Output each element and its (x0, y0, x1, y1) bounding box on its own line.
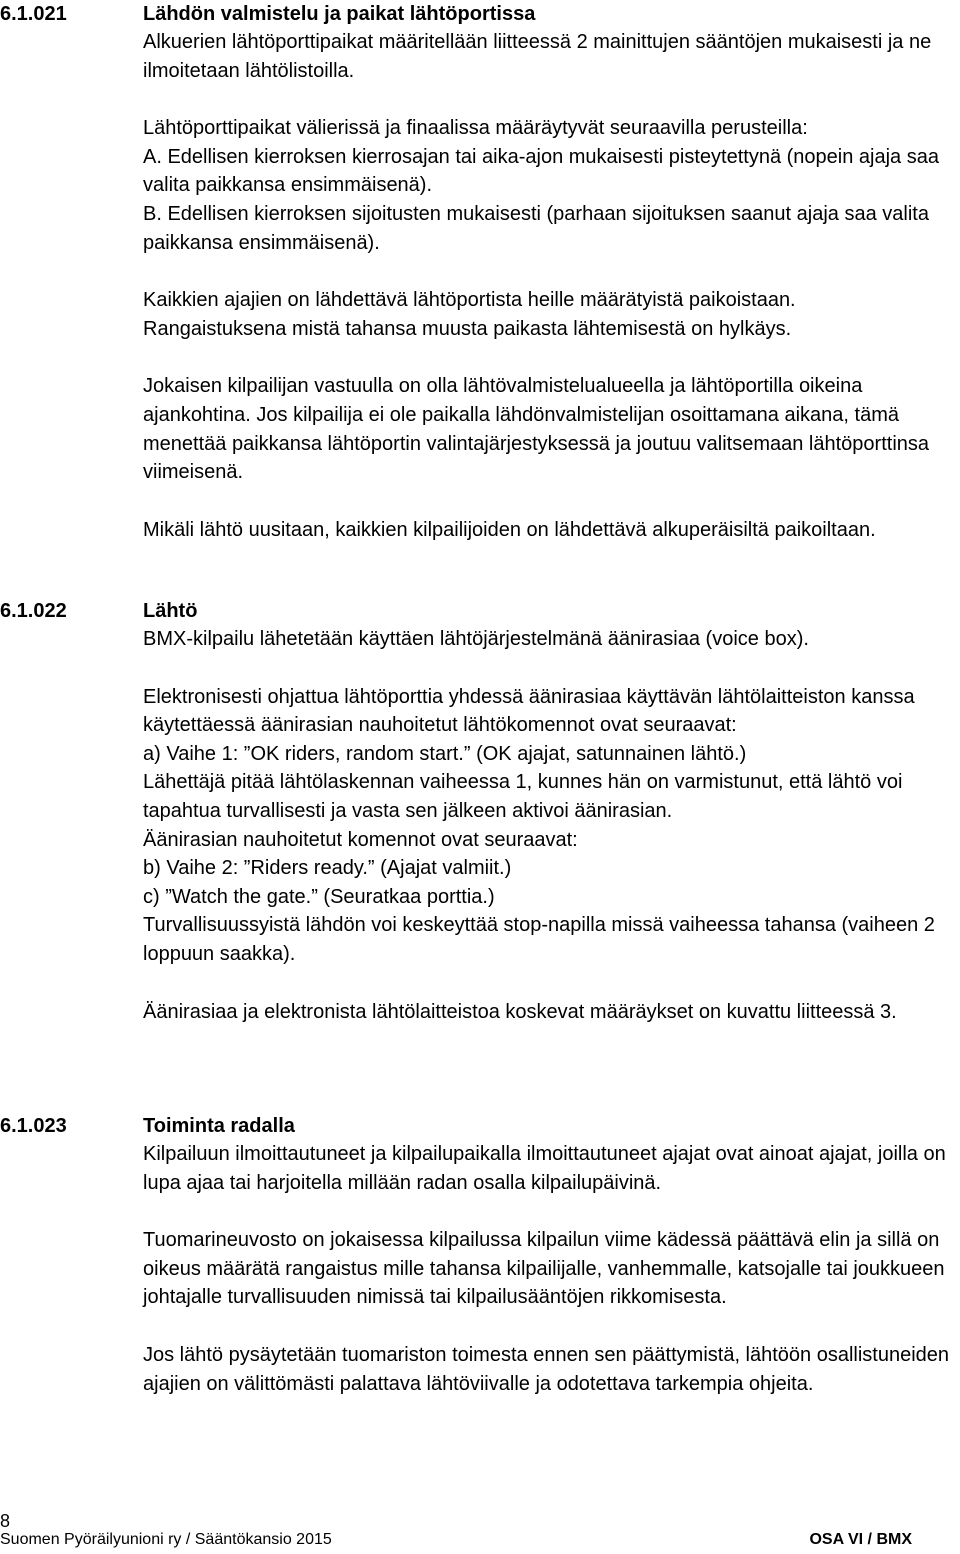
page-number: 8 (0, 1511, 11, 1531)
paragraph: A. Edellisen kierroksen kierrosajan tai aika-ajon mukaisesti pisteytettynä (nopein ajaja saa valita paikkansa ensimmäisenä). (143, 145, 939, 197)
section-number: 6.1.022 (0, 600, 67, 622)
section-title: Lähtö (143, 600, 198, 622)
paragraph-gap (143, 1312, 953, 1341)
paragraph-gap (143, 969, 953, 998)
paragraph-gap (143, 487, 953, 516)
section-title: Toiminta radalla (143, 1115, 295, 1137)
paragraph: Kilpailuun ilmoittautuneet ja kilpailupaikalla ilmoittautuneet ajajat ovat ainoat ajajat, joilla on lupa ajaa tai harjoitella millään radan osalla kilpailupäivinä. (143, 1143, 946, 1194)
section-number: 6.1.021 (0, 3, 67, 25)
paragraph: Tuomarineuvosto on jokaisessa kilpailussa kilpailun viime kädessä päättävä elin ja sillä on oikeus määrätä rangaistus mille tahansa kilpailijalle, vanhemmalle, katsojalle tai joukkueen johtajalle turvallisuuden nimissä tai kilpailusääntöjen rikkomisesta. (143, 1229, 945, 1309)
paragraph: c) ”Watch the gate.” (Seuratkaa porttia.) (143, 885, 495, 908)
paragraph: Alkuerien lähtöporttipaikat määritellään liitteessä 2 mainittujen sääntöjen mukaisesti ja ne ilmoitetaan lähtölistoilla. (143, 31, 932, 82)
paragraph: Äänirasian nauhoitetut komennot ovat seuraavat: (143, 828, 578, 851)
section-body (143, 1140, 953, 1398)
paragraph: B. Edellisen kierroksen sijoitusten mukaisesti (parhaan sijoituksen saanut ajaja saa valita paikkansa ensimmäisenä). (143, 202, 929, 254)
paragraph: Mikäli lähtö uusitaan, kaikkien kilpailijoiden on lähdettävä alkuperäisiltä paikoiltaan. (143, 518, 876, 541)
paragraph-gap (143, 85, 953, 114)
section-title: Lähdön valmistelu ja paikat lähtöportissa (143, 3, 536, 25)
paragraph: Jos lähtö pysäytetään tuomariston toimesta ennen sen päättymistä, lähtöön osallistuneiden ajajien on välittömästi palattava lähtöviivalle ja odotettava tarkempia ohjeita. (143, 1343, 950, 1395)
paragraph: Rangaistuksena mistä tahansa muusta paikasta lähtemisestä on hylkäys. (143, 317, 792, 340)
paragraph: Turvallisuussyistä lähdön voi keskeyttää stop-napilla missä vaiheessa tahansa (vaiheen 2 loppuun saakka). (143, 914, 935, 965)
paragraph: BMX-kilpailu lähetetään käyttäen lähtöjärjestelmänä äänirasiaa (voice box). (143, 628, 809, 650)
paragraph: a) Vaihe 1: ”OK riders, random start.” (OK ajajat, satunnainen lähtö.) (143, 742, 747, 765)
paragraph-gap (143, 343, 953, 372)
paragraph-gap (143, 257, 953, 286)
paragraph: Lähtöporttipaikat välierissä ja finaalissa määräytyvät seuraavilla perusteilla: (143, 117, 808, 140)
paragraph: b) Vaihe 2: ”Riders ready.” (Ajajat valmiit.) (143, 857, 512, 880)
paragraph: Kaikkien ajajien on lähdettävä lähtöportista heille määrätyistä paikoistaan. (143, 289, 796, 312)
paragraph-gap (143, 1197, 953, 1226)
section-body (143, 625, 953, 1026)
paragraph: Lähettäjä pitää lähtölaskennan vaiheessa 1, kunnes hän on varmistunut, että lähtö voi tapahtua turvallisesti ja vasta sen jälkeen aktivoi äänirasian. (143, 771, 903, 822)
footer-publisher: Suomen Pyöräilyunioni ry / Sääntökansio 2015 (0, 1531, 332, 1548)
footer-part: OSA VI / BMX (809, 1531, 912, 1548)
section-number: 6.1.023 (0, 1115, 67, 1137)
paragraph-gap (143, 654, 953, 683)
paragraph: Elektronisesti ohjattua lähtöporttia yhdessä äänirasiaa käyttävän lähtölaitteiston kanssa käytettäessä äänirasian nauhoitetut lähtökomennot ovat seuraavat: (143, 685, 915, 737)
paragraph: Äänirasiaa ja elektronista lähtölaitteistoa koskevat määräykset on kuvattu liitteessä 3. (143, 1000, 897, 1023)
section-body (143, 28, 953, 544)
paragraph: Jokaisen kilpailijan vastuulla on olla lähtövalmistelualueella ja lähtöportilla oikeina ajankohtina. Jos kilpailija ei ole paikalla lähdönvalmistelijan osoittamana aikana, tämä menettää paikkansa lähtöportin valintajärjestyksessä ja joutuu valitsemaan lähtöporttinsa viimeisenä. (143, 375, 930, 484)
